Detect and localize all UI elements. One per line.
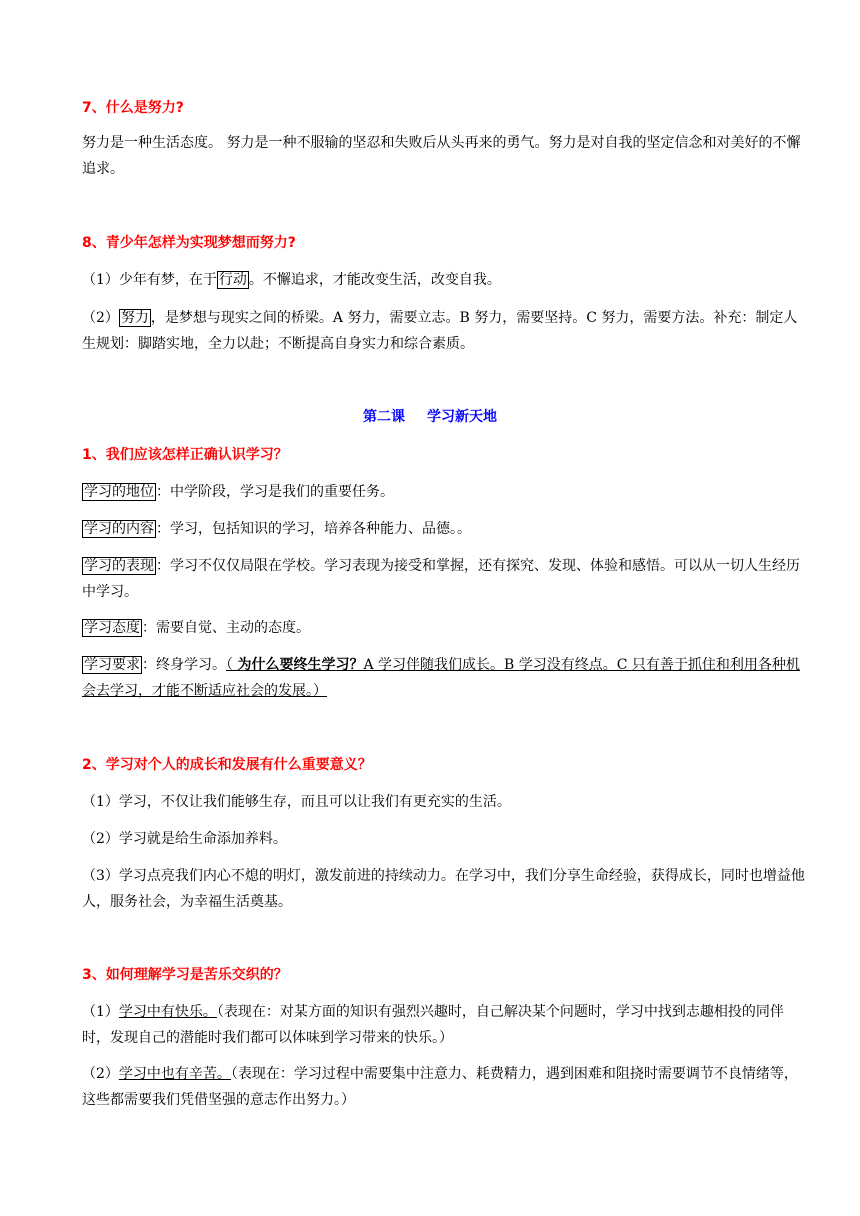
q8-point-2 <box>82 305 808 357</box>
l2q2-point-3: （3）学习点亮我们内心不熄的明灯，激发前进的持续动力。在学习中，我们分享生命经验，获得成长，同时也增益他人，服务社会，为幸福生活奠基。 <box>82 868 805 910</box>
l2q3-point-2 <box>82 1061 808 1113</box>
l2q1-item <box>82 516 808 542</box>
q8-p1-post: 。不懈追求，才能改变生活，改变自我。 <box>248 272 501 288</box>
l2q1-item-text: ：学习不仅仅局限在学校。学习表现为接受和掌握，还有探究、发现、体验和感悟。可以从一切人生经历中学习。 <box>82 558 800 600</box>
l2q1-req-question: 为什么要终生学习？ <box>237 657 364 673</box>
lesson-name: 学习新天地 <box>427 409 497 425</box>
lesson-number: 第二课 <box>363 409 405 425</box>
l2q3-p1-pre: （1） <box>82 1004 119 1020</box>
l2q3-p2-underlined: 学习中也有辛苦。 <box>118 1066 231 1082</box>
l2q1-item <box>82 553 808 605</box>
l2q1-item-text: ：需要自觉、主动的态度。 <box>142 620 310 636</box>
l2q1-heading: 1、我们应该怎样正确认识学习？ <box>82 447 288 463</box>
q8-p1-boxed: 行动 <box>218 272 247 288</box>
q8-p2-post: ，是梦想与现实之间的桥梁。A 努力，需要立志。B 努力，需要坚持。C 努力，需要方法。补充：制定人生规划：脚踏实地，全力以赴；不断提高自身实力和综合素质。 <box>82 310 798 352</box>
l2q3-heading: 3、如何理解学习是苦乐交织的？ <box>82 967 288 983</box>
l2q3-point-1 <box>82 999 808 1051</box>
l2q1-req-text: ：终身学习。 <box>142 657 226 673</box>
l2q3-p1-underlined: 学习中有快乐。 <box>118 1004 217 1020</box>
l2q1-req-open: （ <box>226 657 238 673</box>
q8-p2-boxed: 努力 <box>120 310 149 326</box>
q8-p1-pre: （1）少年有梦，在于 <box>82 272 217 288</box>
l2q1-item-text: ：中学阶段，学习是我们的重要任务。 <box>156 484 394 500</box>
l2q1-item-text: ：学习，包括知识的学习，培养各种能力、品德。。 <box>156 521 471 537</box>
l2q1-item-label: 学习的表现 <box>84 558 154 574</box>
l2q1-item-label: 学习态度 <box>84 620 140 636</box>
l2q3-p2-pre: （2） <box>82 1066 119 1082</box>
l2q3-p1-post: （表现在：对某方面的知识有强烈兴趣时，自己解决某个问题时，学习中找到志趣相投的同伴时，发现自己的潜能时我们都可以体味到学习带来的快乐。） <box>82 1004 784 1046</box>
l2q2-point-2: （2）学习就是给生命添加养料。 <box>82 831 287 847</box>
q8-heading: 8、青少年怎样为实现梦想而努力? <box>82 235 296 251</box>
l2q2-point-1: （1）学习，不仅让我们能够生存，而且可以让我们有更充实的生活。 <box>82 794 511 810</box>
l2q1-req-answer: A 学习伴随我们成长。B 学习没有终点。C 只有善于抓住和利用各种机会去学习，才能不断适应社会的发展。） <box>82 657 800 699</box>
lesson-title <box>0 406 860 426</box>
l2q1-item <box>82 615 808 641</box>
q7-body-text: 努力是一种生活态度。 努力是一种不服输的坚忍和失败后从头再来的勇气。努力是对自我的坚定信念和对美好的不懈追求。 <box>82 135 801 177</box>
l2q2-heading: 2、学习对个人的成长和发展有什么重要意义？ <box>82 757 372 773</box>
l2q1-item <box>82 479 808 505</box>
l2q1-requirement <box>82 652 808 704</box>
l2q1-item-label: 学习的地位 <box>84 484 154 500</box>
q7-heading: 7、什么是努力? <box>82 100 184 116</box>
q7-body <box>82 130 808 182</box>
q8-point-1 <box>82 267 808 293</box>
l2q1-item-label: 学习的内容 <box>84 521 154 537</box>
q8-p2-pre: （2） <box>82 310 119 326</box>
l2q3-p2-post: （表现在：学习过程中需要集中注意力、耗费精力，遇到困难和阻挠时需要调节不良情绪等，这些都需要我们凭借坚强的意志作出努力。） <box>82 1066 798 1108</box>
l2q1-req-label: 学习要求 <box>84 657 140 673</box>
